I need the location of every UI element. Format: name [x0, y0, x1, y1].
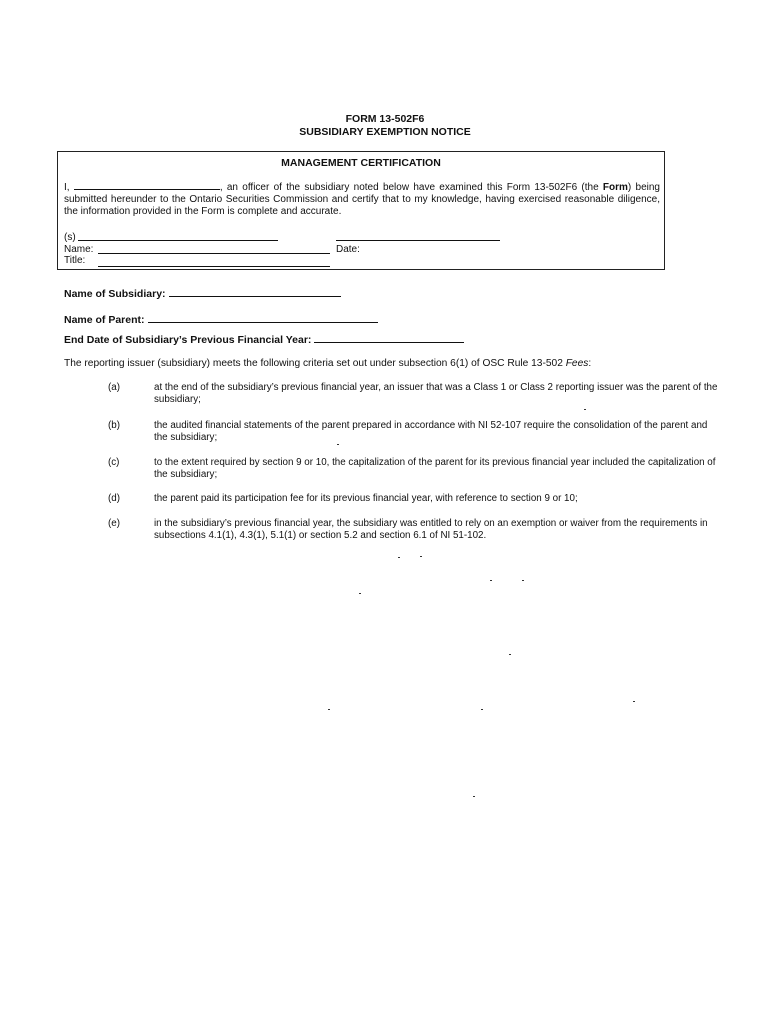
scan-speck [509, 654, 511, 655]
form-name: SUBSIDIARY EXEMPTION NOTICE [299, 126, 471, 138]
criterion-text: to the extent required by section 9 or 10, the capitalization of the parent for its previous financial year included the capitalization of the subsidiary; [154, 457, 716, 480]
name-line[interactable] [98, 253, 330, 254]
cert-text-middle: , an officer of the subsidiary noted below have examined this Form 13-502F6 (the [219, 182, 603, 193]
criteria-intro-italic: Fees [565, 358, 589, 369]
management-certification-box [57, 151, 665, 270]
form-number: FORM 13-502F6 [345, 113, 425, 125]
criterion-label: (c) [108, 457, 120, 468]
subsidiary-field [64, 286, 341, 300]
scan-speck [420, 556, 422, 557]
subsidiary-label: Name of Subsidiary: [64, 288, 166, 300]
scan-speck [473, 796, 475, 797]
cert-text-end: ) being submitted hereunder to the Ontario Securities Commission and certify that to my knowledge, having exercised reasonable diligence, the information provided in the Form is complete and accurate. [64, 182, 660, 217]
date-label: Date: [336, 244, 360, 255]
year-end-label: End Date of Subsidiary’s Previous Financial Year: [64, 334, 312, 346]
parent-label: Name of Parent: [64, 314, 145, 326]
criterion-label: (d) [108, 493, 120, 504]
cert-form-word: Form [602, 182, 628, 193]
title-label: Title: [64, 255, 86, 266]
scan-speck [584, 409, 586, 410]
name-label: Name: [64, 244, 94, 255]
scan-speck [398, 557, 400, 558]
subsidiary-name-blank[interactable] [169, 286, 341, 297]
scan-speck [481, 709, 483, 710]
parent-field [64, 312, 378, 326]
criteria-intro-end: : [588, 358, 592, 369]
scan-speck [328, 709, 330, 710]
criterion-text: the audited financial statements of the parent prepared in accordance with NI 52-107 require the consolidation of the parent and the subsidiary; [154, 420, 708, 443]
certification-statement [64, 180, 660, 218]
scan-speck [337, 444, 339, 445]
title-line[interactable] [98, 266, 330, 267]
criterion-label: (b) [108, 420, 120, 431]
date-line[interactable] [336, 240, 500, 241]
year-end-blank[interactable] [314, 332, 464, 343]
officer-name-blank[interactable] [74, 180, 220, 190]
criterion-text: at the end of the subsidiary’s previous financial year, an issuer that was a Class 1 or Class 2 reporting issuer was the parent of the subsidiary; [154, 382, 718, 405]
year-end-field [64, 332, 464, 346]
criterion-label: (a) [108, 382, 120, 393]
criterion-text: in the subsidiary’s previous financial year, the subsidiary was entitled to rely on an exemption or waiver from the requirements in subsections 4.1(1), 4.3(1), 5.1(1) or section 5.2 and section 6.1 of NI 51-102. [154, 518, 708, 541]
scan-speck [490, 580, 492, 581]
signature-label: (s) [64, 232, 76, 243]
signature-line[interactable] [78, 240, 278, 241]
criterion-text: the parent paid its participation fee for its previous financial year, with reference to section 9 or 10; [154, 493, 578, 504]
certification-heading: MANAGEMENT CERTIFICATION [281, 157, 441, 169]
cert-text-start: I, [64, 182, 74, 193]
criteria-intro [64, 358, 591, 369]
criteria-intro-text: The reporting issuer (subsidiary) meets the following criteria set out under subsection 6(1) of OSC Rule 13-502 [64, 358, 566, 369]
scan-speck [522, 580, 524, 581]
scan-speck [359, 593, 361, 594]
scan-speck [633, 701, 635, 702]
parent-name-blank[interactable] [148, 312, 378, 323]
criterion-label: (e) [108, 518, 120, 529]
